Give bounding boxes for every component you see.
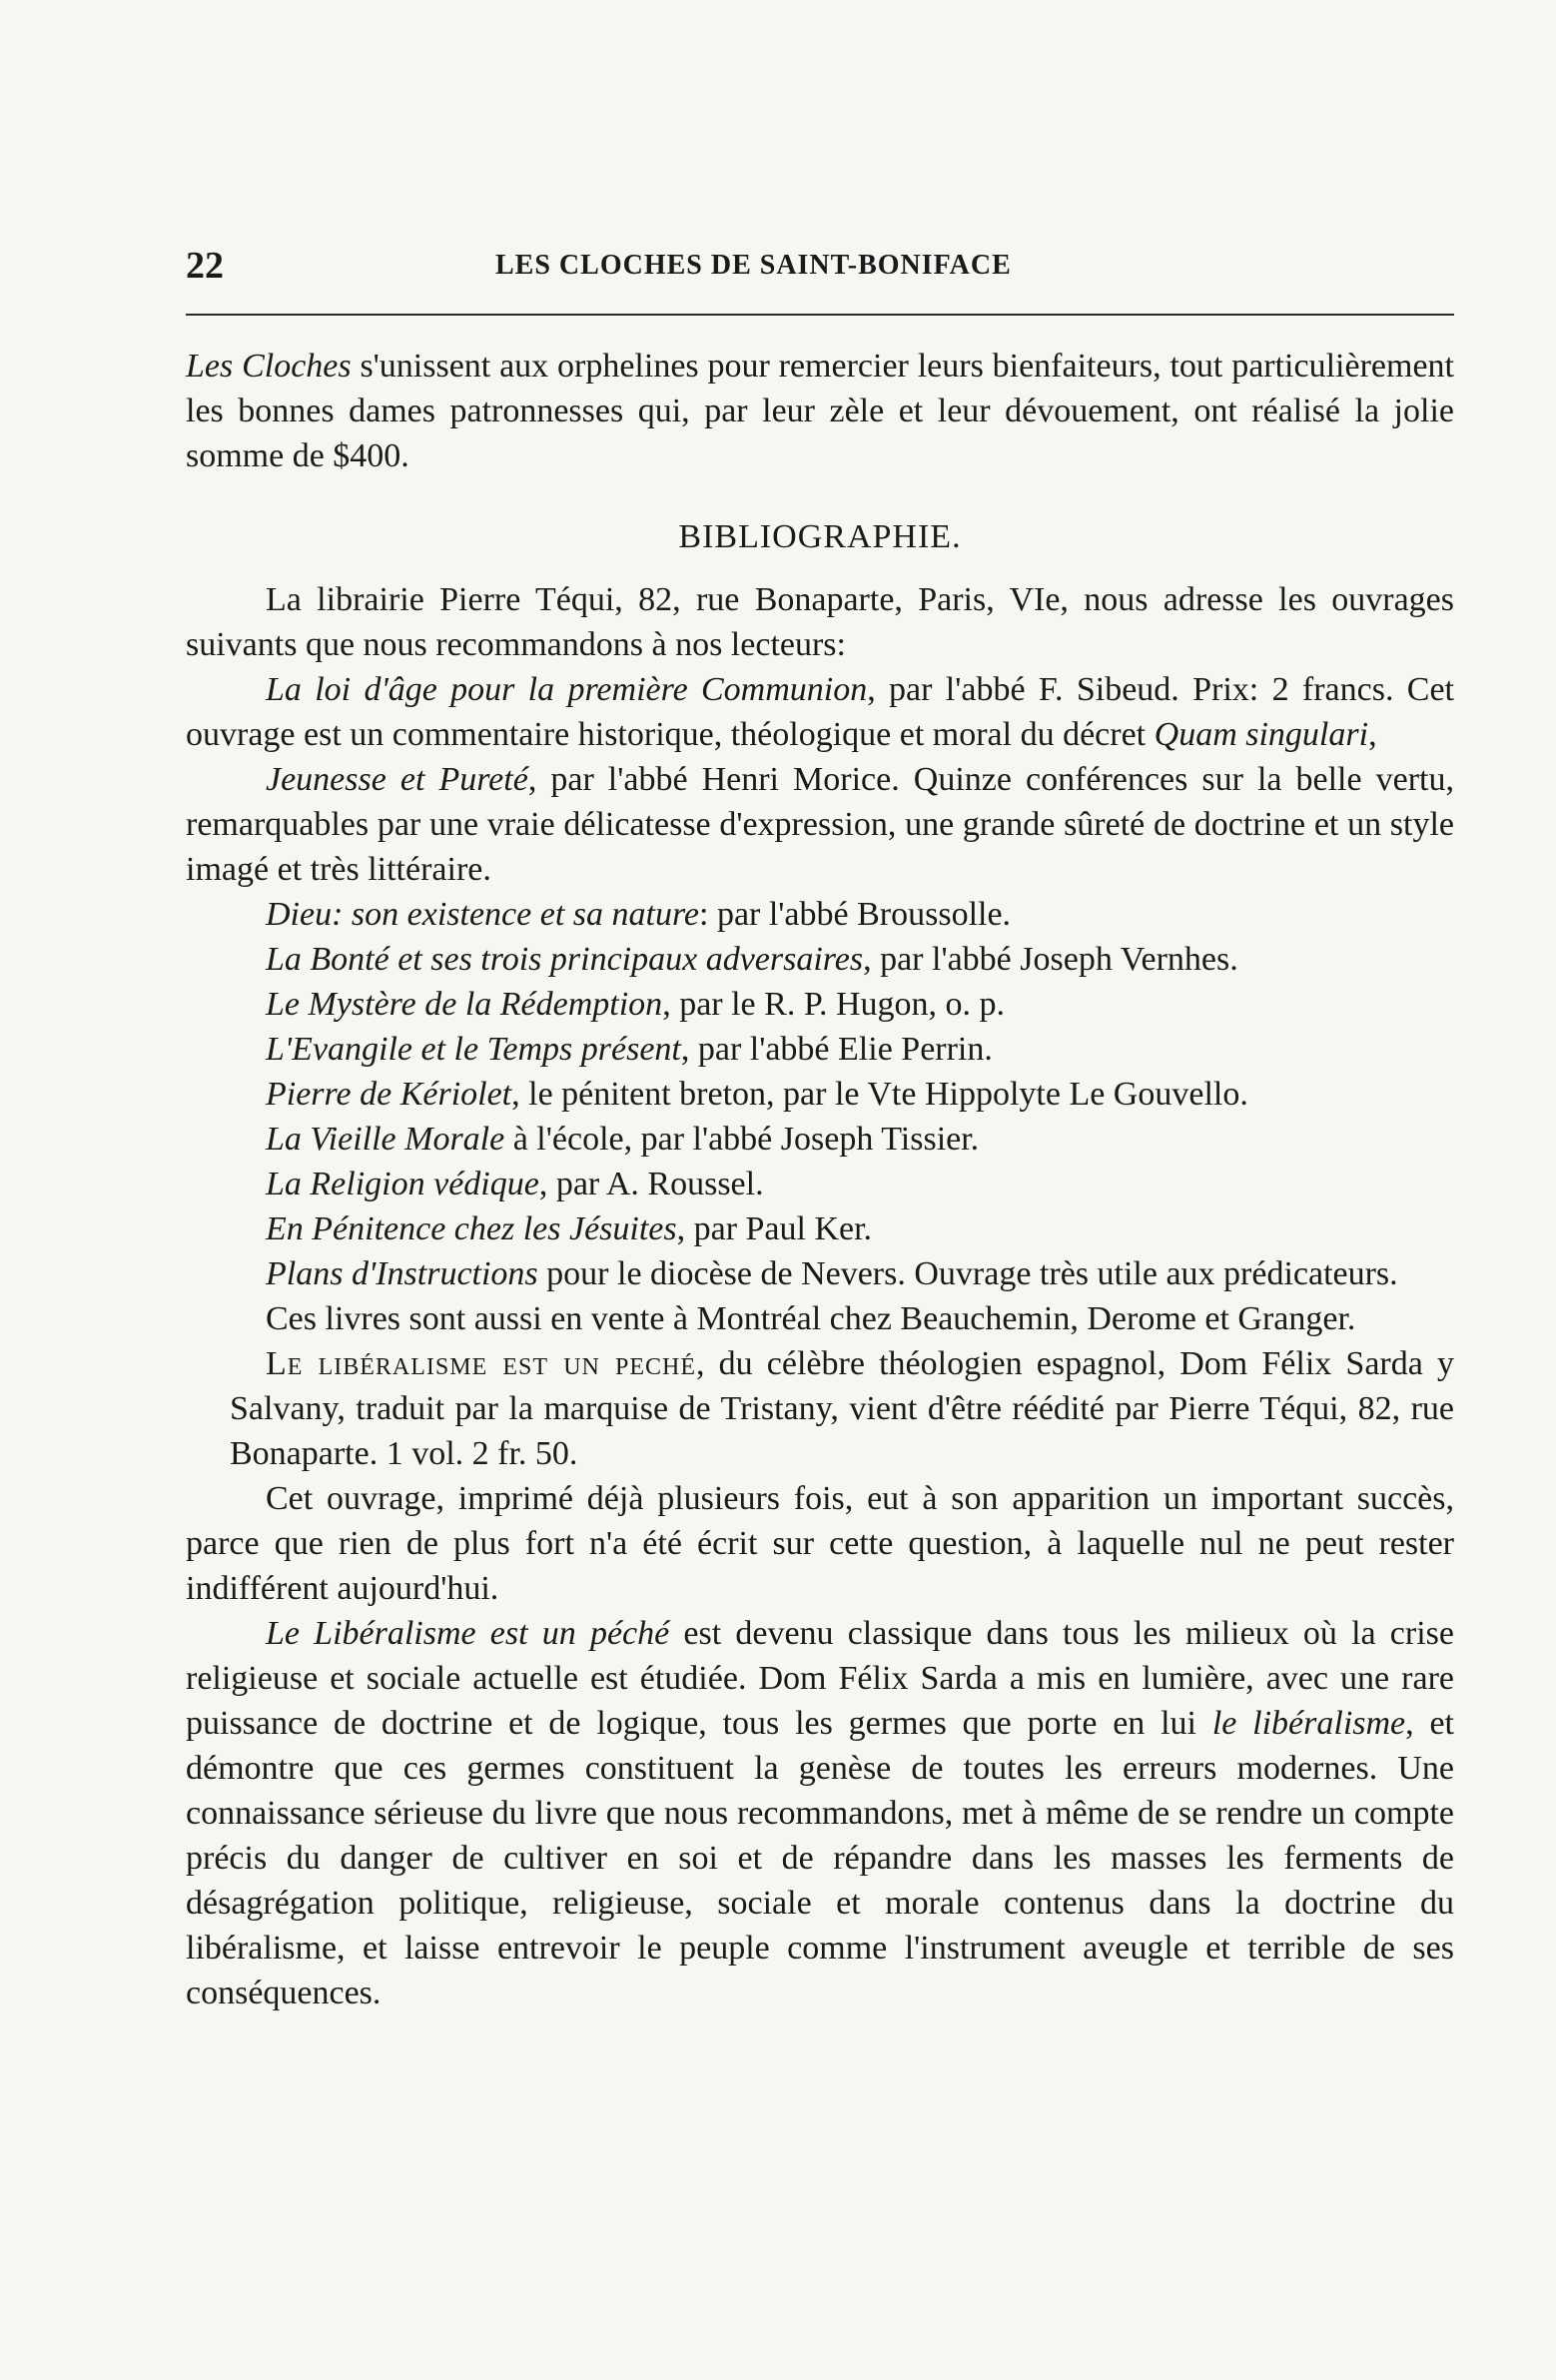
book-title: Quam singulari <box>1154 716 1369 753</box>
running-head: LES CLOCHES DE SAINT-BONIFACE <box>495 250 1012 281</box>
book-title: La Bonté et ses trois principaux adversaires <box>266 941 864 978</box>
bibliography-entry <box>186 1162 1454 1206</box>
book-title: Pierre de Kériolet <box>266 1076 512 1113</box>
bibliography-entry <box>186 1117 1454 1162</box>
review-paragraph <box>186 1611 1454 2015</box>
bibliography-entry <box>186 667 1454 757</box>
book-title: Jeunesse et Pureté <box>266 761 528 798</box>
entry-text: La librairie Pierre Téqui, 82, rue Bonaparte, Paris, VIe, nous adresse les ouvrages suivants que nous recommandons à nos lecteurs: <box>186 581 1454 663</box>
section-title: BIBLIOGRAPHIE. <box>678 518 962 555</box>
entry-text: , et démontre que ces germes constituent la genèse de toutes les erreurs modernes. Une connaissance sérieuse du livre que nous recommandons, met à même de se rendre un compte précis du danger de cultiver en soi et de répandre dans les masses les ferments de désagrégation politique, religieuse, sociale et morale contenus dans la doctrine du libéralisme, et laisse entrevoir le peuple comme l'instrument aveugle et terrible de ses conséquences. <box>186 1705 1454 2011</box>
header-rule <box>186 314 1454 316</box>
entry-text: Cet ouvrage, imprimé déjà plusieurs fois, eut à son apparition un important succès, parce que rien de plus fort n'a été écrit sur cette question, à laquelle nul ne peut rester indifférent aujourd'hui. <box>186 1480 1454 1607</box>
intro-text: s'unissent aux orphelines pour remercier leurs bienfaiteurs, tout particulièrement les bonnes dames patronnesses qui, par leur zèle et leur dévouement, ont réalisé la jolie somme de $400. <box>186 348 1454 474</box>
bibliography-entry <box>186 1072 1454 1117</box>
book-title: le libéralisme <box>1211 1705 1406 1742</box>
entry-text: à l'école, par l'abbé Joseph Tissier. <box>504 1121 980 1158</box>
bibliography-intro <box>186 577 1454 667</box>
entry-text: , par l'abbé Henri Morice. Quinze conférences sur la belle vertu, remarquables par une vraie délicatesse d'expression, une grande sûreté de doctrine et un style imagé et très littéraire. <box>186 761 1454 888</box>
intro-paragraph <box>186 344 1454 478</box>
entry-text: , par A. Roussel. <box>538 1166 764 1202</box>
entry-text: : par l'abbé Broussolle. <box>699 896 1012 933</box>
bibliography-entry <box>186 757 1454 892</box>
entry-text: pour le diocèse de Nevers. Ouvrage très utile aux prédicateurs. <box>537 1255 1398 1292</box>
intro-italic: Les Cloches <box>186 348 352 385</box>
entry-text: , par l'abbé Joseph Vernhes. <box>863 941 1238 978</box>
entry-text: , <box>1368 716 1377 753</box>
entry-text: Ces livres sont aussi en vente à Montréal chez Beauchemin, Derome et Granger. <box>266 1300 1356 1337</box>
bibliography-entry <box>186 1251 1454 1296</box>
book-title: Plans d'Instructions <box>266 1255 538 1292</box>
entry-text: , par l'abbé F. Sibeud. Prix: 2 francs. Cet ouvrage est un commentaire historique, théologique et moral du décret <box>186 671 1454 753</box>
book-title: Le Libéralisme est un péché <box>266 1615 670 1652</box>
book-title: La Vieille Morale <box>266 1121 505 1158</box>
book-title: Le Mystère de la Rédemption <box>266 986 663 1023</box>
bibliography-entry <box>186 892 1454 937</box>
page-number: 22 <box>186 245 224 287</box>
entry-text: , par l'abbé Elie Perrin. <box>680 1031 993 1068</box>
book-title: En Pénitence chez les Jésuites <box>266 1210 677 1247</box>
book-title: Dieu: son existence et sa nature <box>266 896 699 933</box>
sales-note <box>186 1296 1454 1341</box>
bibliography-entry <box>186 1341 1454 1476</box>
book-page <box>186 240 1454 2011</box>
page-header <box>186 240 1454 287</box>
entry-text: , par Paul Ker. <box>676 1210 873 1247</box>
bibliography-entry <box>186 982 1454 1027</box>
book-title: Le libéralisme est un peché <box>266 1345 697 1382</box>
bibliography-entry <box>186 937 1454 982</box>
entry-text: est devenu classique dans tous les milieux où la crise religieuse et sociale actuelle est étudiée. Dom Félix Sarda a mis en lumière, avec une rare puissance de doctrine et de logique, tous les germes que porte en lui <box>186 1615 1454 1742</box>
book-title: La loi d'âge pour la première Communion <box>266 671 868 708</box>
bibliography-entry <box>186 1206 1454 1251</box>
page-body <box>186 344 1454 2015</box>
entry-text: , par le R. P. Hugon, o. p. <box>662 986 1006 1023</box>
review-paragraph <box>186 1476 1454 1611</box>
book-title: La Religion védique <box>266 1166 539 1202</box>
book-title: L'Evangile et le Temps présent <box>266 1031 681 1068</box>
bibliography-entry <box>186 1027 1454 1072</box>
entry-text: , du célèbre théologien espagnol, Dom Félix Sarda y Salvany, traduit par la marquise de Tristany, vient d'être réédité par Pierre Téqui, 82, rue Bonaparte. 1 vol. 2 fr. 50. <box>230 1345 1454 1472</box>
entry-text: , le pénitent breton, par le Vte Hippolyte Le Gouvello. <box>511 1076 1248 1113</box>
